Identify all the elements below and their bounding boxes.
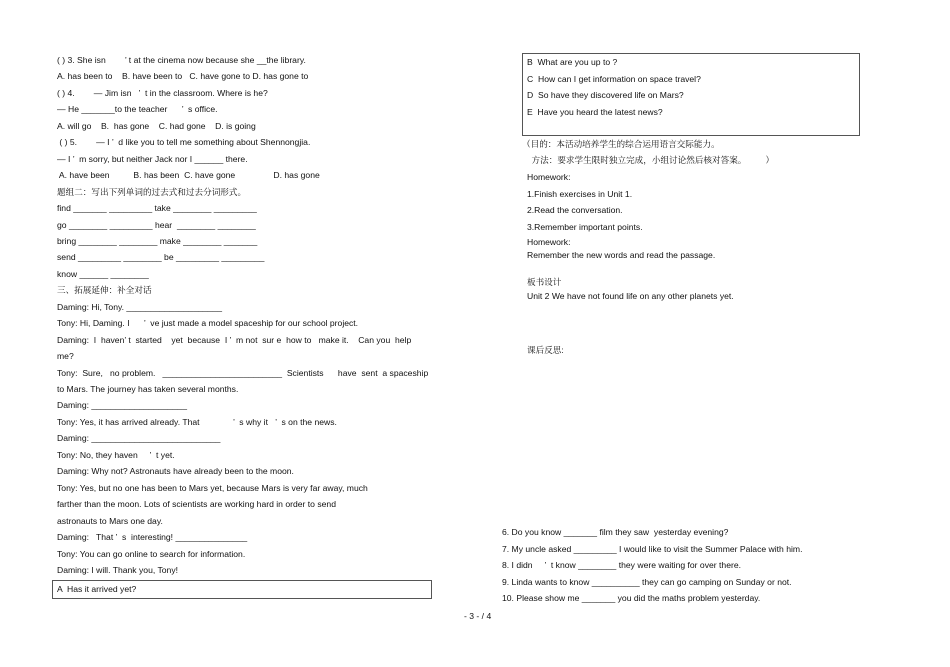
text-line: A. has been to B. have been to C. have gone to D. has gone to	[57, 71, 309, 82]
text-line: farther than the moon. Lots of scientists are working hard in order to send	[57, 499, 336, 510]
text-line: Daming: Why not? Astronauts have already been to the moon.	[57, 466, 294, 477]
homework-title-2: Homework:	[527, 237, 571, 247]
board-design-text: Unit 2 We have not found life on any other planets yet.	[527, 291, 734, 301]
text-line: — I ’ m sorry, but neither Jack nor I ______ there.	[57, 153, 248, 164]
option-d: D So have they discovered life on Mars?	[527, 90, 684, 100]
homework-item: 3.Remember important points.	[527, 222, 643, 232]
option-e: E Have you heard the latest news?	[527, 107, 663, 117]
exercise-item: 6. Do you know _______ film they saw yesterday evening?	[502, 527, 729, 537]
page-footer: - 3 - / 4	[464, 611, 492, 621]
text-line: Tony: Yes, but no one has been to Mars yet, because Mars is very far away, much	[57, 482, 368, 493]
text-line: bring ________ ________ make ________ _______	[57, 235, 258, 246]
exercise-item: 10. Please show me _______ you did the maths problem yesterday.	[502, 593, 761, 604]
text-line: ( ) 5. — I ’ d like you to tell me something about Shennongjia.	[57, 137, 311, 148]
option-box-b-e	[522, 53, 860, 136]
exercise-item: 7. My uncle asked _________ I would like to visit the Summer Palace with him.	[502, 543, 803, 554]
text-line: Daming: ___________________________	[57, 433, 221, 444]
homework-title: Homework:	[527, 172, 571, 182]
text-line: 题组二：写出下列单词的过去式和过去分词形式。	[57, 186, 247, 197]
exercise-item: 8. I didn ’ t know ________ they were waiting for over there.	[502, 560, 742, 571]
text-line: astronauts to Mars one day.	[57, 515, 163, 526]
option-c: C How can I get information on space travel?	[527, 74, 701, 84]
note-method: 方法：要求学生限时独立完成，小组讨论然后核对答案。 ）	[522, 155, 775, 165]
board-design-title: 板书设计	[527, 277, 562, 287]
text-line: Tony: Hi, Daming. I ’ ve just made a model spaceship for our school project.	[57, 318, 359, 329]
text-line: know ______ ________	[57, 268, 149, 279]
text-line: — He _______to the teacher ’ s office.	[57, 104, 218, 115]
option-a: A Has it arrived yet?	[57, 584, 137, 594]
text-line: Daming: ____________________	[57, 400, 187, 411]
option-box-a	[52, 580, 432, 599]
text-line: ( ) 3. She isn ’ t at the cinema now because she __the library.	[57, 55, 306, 65]
text-line: Tony: Sure, no problem. _________________________ Scientists have sent a spaceship	[57, 367, 429, 378]
text-line: A. will go B. has gone C. had gone D. is going	[57, 120, 256, 131]
text-line: Daming: I will. Thank you, Tony!	[57, 564, 179, 575]
text-line: Daming: That ’ s interesting! _______________	[57, 532, 248, 543]
homework-item: 2.Read the conversation.	[527, 205, 623, 215]
option-b: B What are you up to ?	[527, 57, 618, 67]
text-line: ( ) 4. — Jim isn ’ t in the classroom. Where is he?	[57, 87, 268, 98]
text-line: find _______ _________ take ________ _________	[57, 203, 257, 214]
homework-item: Remember the new words and read the passage.	[527, 250, 716, 260]
text-line: Daming: Hi, Tony. ____________________	[57, 301, 223, 312]
text-line: go ________ _________ hear ________ ________	[57, 219, 256, 230]
text-line: 三、拓展延伸：补全对话	[57, 285, 152, 296]
text-line: Tony: You can go online to search for information.	[57, 548, 246, 559]
exercise-item: 9. Linda wants to know __________ they can go camping on Sunday or not.	[502, 576, 792, 587]
reflection-title: 课后反思:	[527, 345, 564, 355]
text-line: to Mars. The journey has taken several months.	[57, 384, 239, 394]
homework-item: 1.Finish exercises in Unit 1.	[527, 189, 633, 199]
text-line: Daming: I haven’ t started yet because I ’ m not sur e how to make it. Can you help	[57, 334, 412, 345]
text-line: send _________ ________ be _________ _________	[57, 252, 265, 263]
text-line: Tony: Yes, it has arrived already. That ’ s why it ’ s on the news.	[57, 416, 337, 427]
note-purpose: （目的：本活动培养学生的综合运用语言交际能力。	[522, 139, 720, 149]
text-line: A. have been B. has been C. have gone D. has gone	[57, 170, 320, 181]
text-line: Tony: No, they haven ’ t yet.	[57, 449, 175, 460]
text-line: me?	[57, 351, 74, 362]
